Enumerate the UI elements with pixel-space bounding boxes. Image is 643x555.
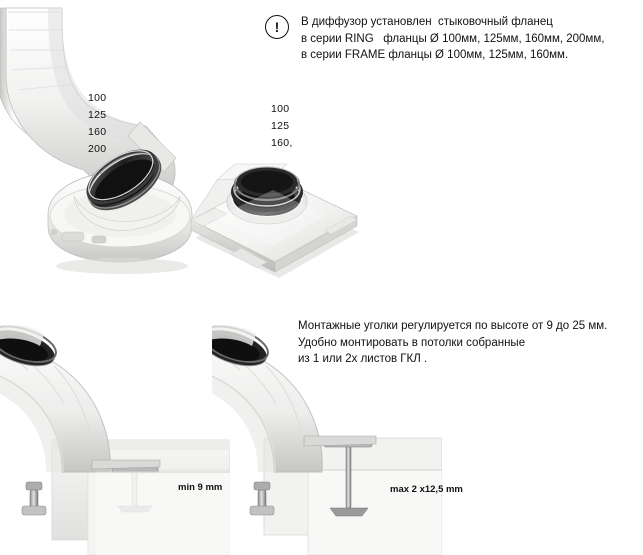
mounting-bracket-min-height-photo [0, 320, 230, 555]
frame-size-125: 125 [271, 120, 290, 132]
note-flange-text [301, 14, 604, 64]
caption-max-height: max 2 x12,5 mm [390, 484, 463, 495]
note-flange-info [265, 14, 635, 64]
note-bracket-line-3: из 1 или 2х листов ГКЛ . [298, 353, 428, 365]
elbow-size-100: 100 [88, 92, 107, 104]
note-bracket-line-2: Удобно монтировать в потолки собранные [298, 336, 526, 349]
elbow-size-200: 200 [88, 143, 107, 155]
mounting-bracket-max-height-photo [212, 320, 442, 555]
frame-size-label-list [271, 101, 293, 152]
exclamation-circle-icon: ! [265, 15, 289, 39]
note-flange-line-3: в серии FRAME фланцы Ø 100мм, 125мм, 160мм. [301, 49, 569, 61]
elbow-size-125: 125 [88, 109, 107, 121]
elbow-size-160: 160 [88, 126, 107, 138]
note-bracket-line-1: Монтажные уголки регулируется по высоте от 9 до 25 мм. [298, 320, 608, 332]
note-flange-line-1: В диффузор установлен стыковочный фланец [301, 16, 553, 28]
note-flange-line-2: в серии RING фланцы Ø 100мм, 125мм, 160мм, 200мм, [301, 32, 605, 45]
caption-min-height: min 9 mm [178, 482, 223, 493]
frame-size-100: 100 [271, 103, 290, 115]
frame-size-160: 160, [271, 137, 293, 149]
elbow-size-label-list [88, 90, 106, 158]
